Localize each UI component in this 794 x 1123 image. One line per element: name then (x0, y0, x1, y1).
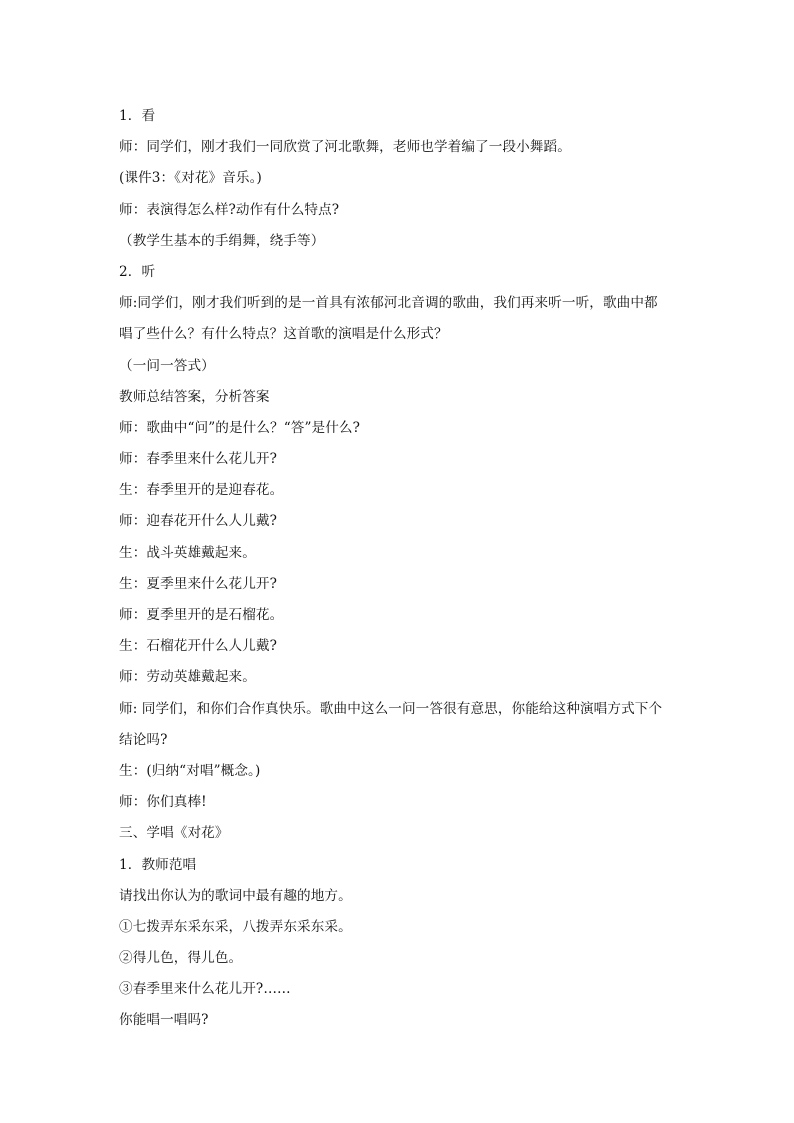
summary-line: 教师总结答案，分析答案 (119, 388, 270, 405)
teacher-line: 师：迎春花开什么人儿戴? (119, 513, 278, 530)
student-line: 生：石榴花开什么人儿戴? (119, 638, 278, 655)
teacher-line-continued: 结论吗? (119, 731, 168, 748)
subsection-heading: 1．教师范唱 (119, 856, 197, 873)
teaching-note: （教学生基本的手绢舞，绕手等） (119, 232, 325, 249)
lyric-item: ③春季里来什么花儿开?…… (119, 981, 291, 998)
student-line: 生：夏季里来什么花儿开? (119, 575, 278, 592)
document-body (119, 101, 679, 1037)
section-heading-learn-song: 三、学唱《对花》 (119, 825, 229, 842)
teacher-line: 师：夏季里开的是石榴花。 (119, 607, 284, 623)
question-line: 你能唱一唱吗? (119, 1012, 209, 1029)
answer-note: （一问一答式） (119, 357, 215, 374)
teacher-line: 师：歌曲中“问”的是什么？“答”是什么? (119, 419, 360, 436)
teacher-line: 师：同学们，刚才我们一同欣赏了河北歌舞，老师也学着编了一段小舞蹈。 (119, 139, 571, 156)
teacher-line: 师：劳动英雄戴起来。 (119, 669, 256, 686)
student-line: 生：(归纳“对唱”概念。) (119, 762, 261, 779)
teacher-line: 师：春季里来什么花儿开? (119, 451, 278, 468)
section-heading-listen: 2．听 (119, 263, 156, 280)
lyric-item: ①七拨弄东采东采，八拨弄东采东采。 (119, 918, 352, 935)
teacher-line: 师：你们真棒! (119, 794, 207, 811)
courseware-note: (课件3：《对花》音乐。) (119, 170, 262, 187)
teacher-line: 师：表演得怎么样?动作有什么特点? (119, 201, 340, 218)
section-heading-look: 1．看 (119, 108, 156, 124)
teacher-line: 师:同学们，刚才我们听到的是一首具有浓郁河北音调的歌曲，我们再来听一听，歌曲中都 (119, 295, 658, 312)
teacher-line: 师: 同学们，和你们合作真快乐。歌曲中这么一问一答很有意思，你能给这种演唱方式下个 (119, 700, 663, 717)
teacher-line-continued: 唱了些什么？有什么特点？这首歌的演唱是什么形式？ (119, 326, 448, 343)
student-line: 生：战斗英雄戴起来。 (119, 544, 256, 561)
instruction-line: 请找出你认为的歌词中最有趣的地方。 (119, 887, 352, 904)
lyric-item: ②得儿色，得儿色。 (119, 950, 243, 967)
student-line: 生：春季里开的是迎春花。 (119, 482, 284, 499)
